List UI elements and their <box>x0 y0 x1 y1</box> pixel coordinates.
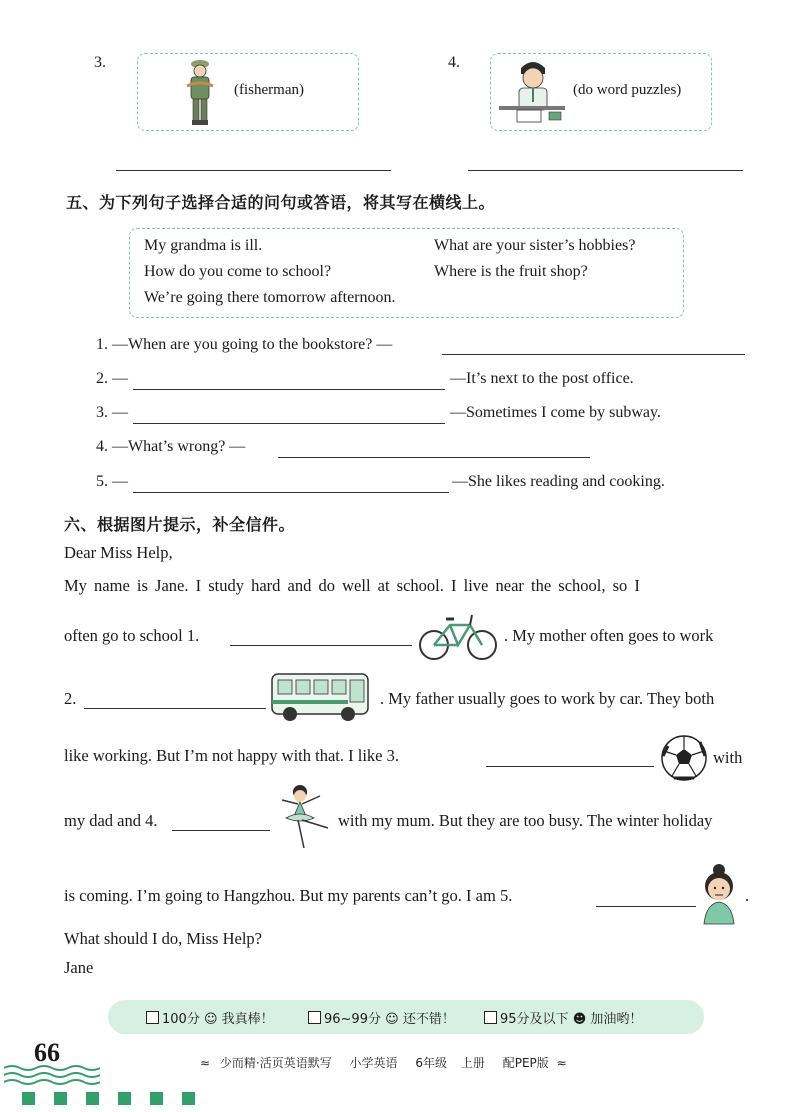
section-6-heading: 六、根据图片提示，补全信件。 <box>64 515 296 534</box>
letter-line-4b: with <box>713 748 743 767</box>
footer-volume: 上册 <box>460 1056 485 1070</box>
letter-closing-question: What should I do, Miss Help? <box>64 929 262 948</box>
letter-line-2b: . My mother often goes to work <box>504 626 714 645</box>
bored-girl-icon <box>696 860 742 926</box>
fisherman-illustration <box>182 56 218 128</box>
answer-line-blank-2[interactable] <box>84 708 266 709</box>
section-5-heading: 五、为下列句子选择合适的问句或答语，将其写在横线上。 <box>66 193 496 212</box>
item-4-number: 4. <box>448 54 460 71</box>
question-3-answer: —Sometimes I come by subway. <box>450 404 661 421</box>
answer-line-blank-3[interactable] <box>486 766 654 767</box>
smile-icon: ☺ <box>203 1012 218 1027</box>
letter-line-2a: often go to school 1. <box>64 626 200 645</box>
option-box <box>129 228 684 318</box>
item-4-hint: (do word puzzles) <box>573 82 682 98</box>
footer-square-decoration <box>118 1092 131 1105</box>
footer-wave-right-icon: ≈ <box>556 1056 567 1070</box>
footer-grade: 6年级 <box>415 1056 448 1070</box>
question-1: 1. —When are you going to the bookstore? — <box>96 336 393 353</box>
option-2: What are your sister’s hobbies? <box>434 237 636 254</box>
footer-square-decoration <box>182 1092 195 1105</box>
letter-line-1: My name is Jane. I study hard and do well at school. I live near the school, so I <box>64 576 640 595</box>
page-number: 66 <box>34 1038 60 1067</box>
question-4: 4. —What’s wrong? — <box>96 438 246 455</box>
letter-line-4a: like working. But I’m not happy with that. I like 3. <box>64 746 399 765</box>
cheer-face-icon: ☻ <box>572 1012 587 1027</box>
letter-signature: Jane <box>64 958 94 977</box>
letter-greeting: Dear Miss Help, <box>64 543 173 562</box>
footer-square-decoration <box>86 1092 99 1105</box>
footer-book-info <box>200 1054 567 1071</box>
footer-square-decoration <box>22 1092 35 1105</box>
item-3-number: 3. <box>94 54 106 71</box>
footer-square-decoration <box>54 1092 67 1105</box>
rating-good-score: 96~99分 <box>324 1012 381 1027</box>
question-2-number: 2. — <box>96 370 128 387</box>
option-4: Where is the fruit shop? <box>434 263 588 280</box>
letter-line-3b: . My father usually goes to work by car. They both <box>380 689 715 708</box>
footer-wave-left-icon: ≈ <box>200 1056 211 1070</box>
checkbox-keep-trying[interactable] <box>484 1011 497 1024</box>
bike-icon <box>418 607 498 663</box>
rating-keep-trying-text: 加油哟！ <box>590 1012 643 1027</box>
answer-line-blank-1[interactable] <box>230 645 412 646</box>
answer-line-q1[interactable] <box>442 354 745 355</box>
rating-excellent-text: 我真棒！ <box>221 1012 274 1027</box>
question-3-number: 3. — <box>96 404 128 421</box>
rating-good-text: 还不错！ <box>402 1012 455 1027</box>
answer-line-item-4[interactable] <box>468 170 743 171</box>
question-5-answer: —She likes reading and cooking. <box>452 473 665 490</box>
option-5: We’re going there tomorrow afternoon. <box>144 289 396 306</box>
rating-option-keep-trying[interactable] <box>484 1008 642 1027</box>
footer-square-decoration <box>150 1092 163 1105</box>
picture-box-fisherman <box>137 53 359 131</box>
letter-line-3a: 2. <box>64 689 77 708</box>
option-1: My grandma is ill. <box>144 237 263 254</box>
bus-icon <box>270 668 374 724</box>
rating-option-excellent[interactable] <box>146 1008 274 1027</box>
letter-line-6b: . <box>745 886 750 905</box>
rating-excellent-score: 100分 <box>162 1012 200 1027</box>
answer-line-blank-5[interactable] <box>596 906 696 907</box>
dancing-girl-icon <box>276 782 338 854</box>
answer-line-q2[interactable] <box>133 389 445 390</box>
letter-line-5b: with my mum. But they are too busy. The winter holiday <box>338 811 713 830</box>
checkbox-good[interactable] <box>308 1011 321 1024</box>
answer-line-blank-4[interactable] <box>172 830 270 831</box>
boy-doing-puzzles-illustration <box>497 58 569 126</box>
answer-line-q3[interactable] <box>133 423 445 424</box>
option-3: How do you come to school? <box>144 263 332 280</box>
answer-line-q5[interactable] <box>133 492 449 493</box>
self-rating-bar <box>108 1000 704 1034</box>
wave-decoration-icon <box>4 1064 100 1086</box>
question-5-number: 5. — <box>96 473 128 490</box>
checkbox-excellent[interactable] <box>146 1011 159 1024</box>
question-2-answer: —It’s next to the post office. <box>450 370 634 387</box>
picture-box-word-puzzles <box>490 53 712 131</box>
answer-line-item-3[interactable] <box>116 170 391 171</box>
answer-line-q4[interactable] <box>278 457 590 458</box>
letter-line-5a: my dad and 4. <box>64 811 158 830</box>
football-icon <box>660 734 708 782</box>
happy-face-icon: ☺ <box>385 1012 399 1027</box>
footer-series: 少而精·活页英语默写 <box>219 1056 332 1070</box>
letter-line-6a: is coming. I’m going to Hangzhou. But my parents can’t go. I am 5. <box>64 886 513 905</box>
footer-subject: 小学英语 <box>349 1056 398 1070</box>
footer-edition: 配PEP版 <box>502 1056 549 1070</box>
rating-keep-trying-score: 95分及以下 <box>500 1012 569 1027</box>
rating-option-good[interactable] <box>308 1008 455 1027</box>
item-3-hint: (fisherman) <box>234 82 304 98</box>
